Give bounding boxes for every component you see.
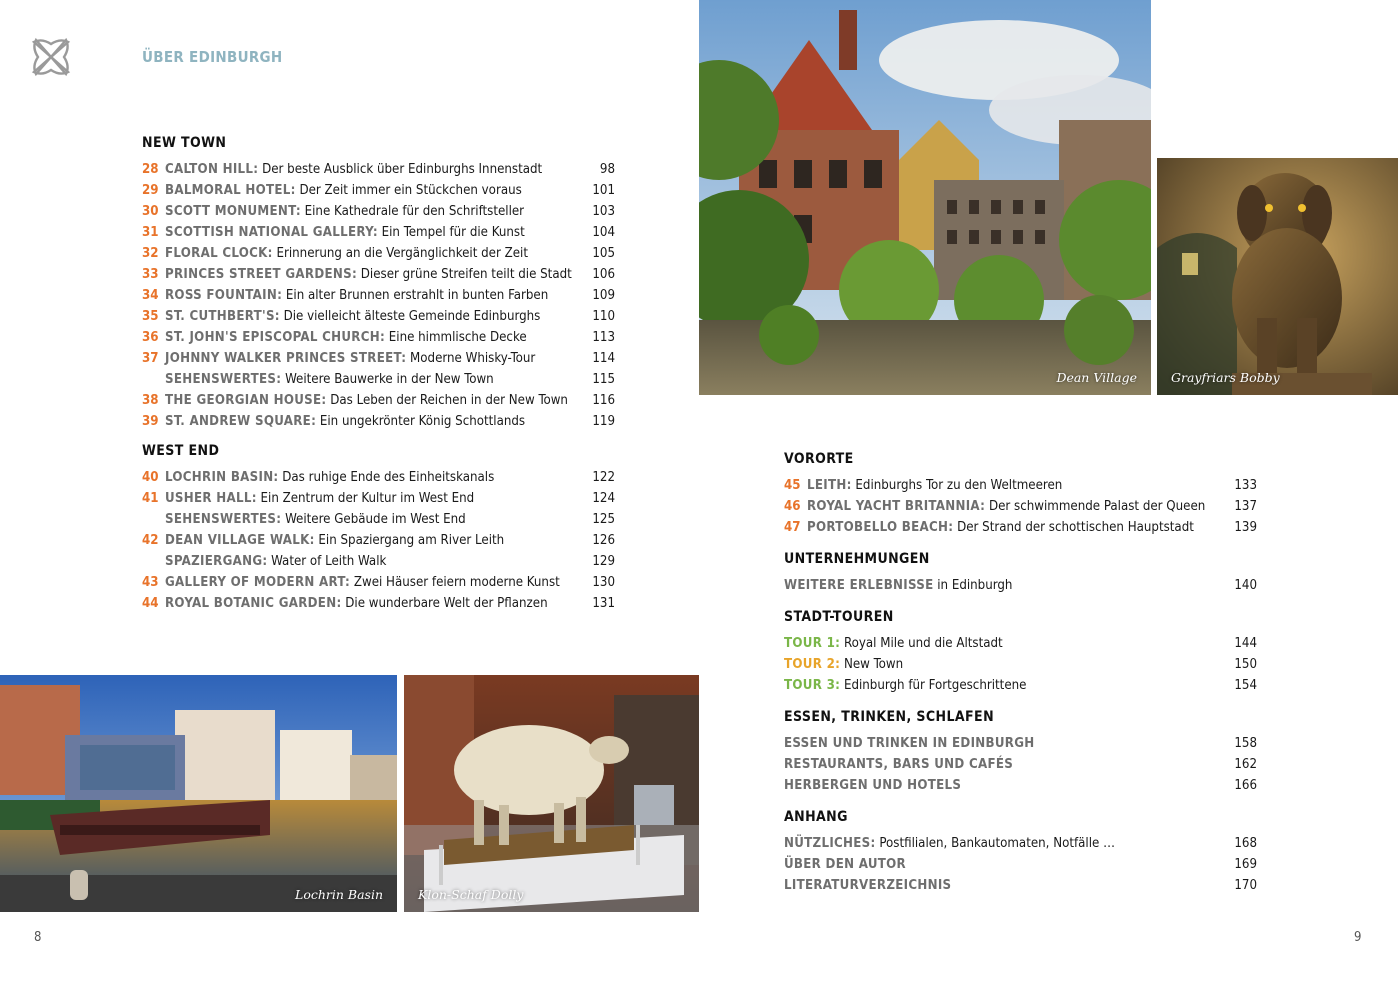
toc-entry-title [165, 411, 525, 432]
toc-entry-description: Water of Leith Walk [267, 554, 387, 569]
toc-entry [784, 633, 1257, 654]
toc-entry-description: Weitere Bauwerke in der New Town [281, 372, 494, 387]
toc-entry-description: Edinburgh für Fortgeschrittene [840, 678, 1027, 693]
toc-entry-keyword: USHER HALL: [165, 491, 257, 506]
toc-entry [784, 475, 1257, 496]
section-title: ÜBER EDINBURGH [142, 48, 283, 66]
toc-entry-title [165, 467, 494, 488]
toc-entry-keyword: PORTOBELLO BEACH: [807, 520, 954, 535]
caption-dolly: Klon-Schaf Dolly [418, 887, 524, 902]
toc-entry-number: 35 [142, 309, 159, 324]
toc-entry-page: 109 [592, 288, 615, 303]
toc-list-new-town [142, 159, 615, 432]
toc-heading-vororte: VORORTE [784, 451, 854, 467]
toc-entry-page: 122 [592, 470, 615, 485]
toc-entry [142, 509, 615, 530]
toc-entry-description: Ein Tempel für die Kunst [377, 225, 525, 240]
toc-heading-new-town: NEW TOWN [142, 135, 227, 151]
toc-entry-number: 46 [784, 499, 801, 514]
toc-entry-title [784, 833, 1115, 854]
toc-entry [142, 201, 615, 222]
toc-list-essen [784, 733, 1257, 796]
toc-entry-number: 40 [142, 470, 159, 485]
toc-entry-title [165, 530, 504, 551]
toc-entry [784, 775, 1257, 796]
toc-entry [142, 467, 615, 488]
toc-entry-description: Weitere Gebäude im West End [281, 512, 466, 527]
toc-entry-page: 98 [599, 162, 615, 177]
toc-entry-keyword: SCOTTISH NATIONAL GALLERY: [165, 225, 378, 240]
toc-entry-title [165, 593, 548, 614]
toc-entry-number: 30 [142, 204, 159, 219]
toc-entry-title [807, 517, 1194, 538]
toc-list-west-end [142, 467, 615, 614]
toc-entry-number: 29 [142, 183, 159, 198]
toc-entry-description: Edinburghs Tor zu den Weltmeeren [851, 478, 1063, 493]
toc-entry-description: Ein alter Brunnen erstrahlt in bunten Farben [282, 288, 549, 303]
toc-entry [784, 675, 1257, 696]
toc-entry-title [165, 222, 525, 243]
toc-entry-keyword: FLORAL CLOCK: [165, 246, 273, 261]
celtic-knot-logo-icon [30, 36, 72, 78]
toc-entry-title [807, 496, 1205, 517]
toc-entry-page: 170 [1234, 878, 1257, 893]
toc-heading-stadt-touren: STADT-TOUREN [784, 609, 894, 625]
toc-entry [142, 222, 615, 243]
toc-entry-keyword: TOUR 3: [784, 678, 841, 693]
toc-entry-description: Ein Zentrum der Kultur im West End [256, 491, 475, 506]
toc-entry [142, 488, 615, 509]
toc-entry-keyword: ST. CUTHBERT'S: [165, 309, 280, 324]
toc-entry-number: 31 [142, 225, 159, 240]
toc-entry-keyword: THE GEORGIAN HOUSE: [165, 393, 327, 408]
toc-entry-keyword: TOUR 2: [784, 657, 841, 672]
caption-dean-village: Dean Village [1056, 370, 1137, 385]
toc-entry-title [165, 369, 494, 390]
toc-entry-number: 45 [784, 478, 801, 493]
toc-entry [142, 530, 615, 551]
toc-entry-description: Dieser grüne Streifen teilt die Stadt [357, 267, 572, 282]
toc-entry-page: 154 [1234, 678, 1257, 693]
toc-entry-keyword: JOHNNY WALKER PRINCES STREET: [165, 351, 407, 366]
toc-entry [142, 327, 615, 348]
toc-entry [142, 180, 615, 201]
toc-list-vororte [784, 475, 1257, 538]
toc-entry-page: 125 [592, 512, 615, 527]
toc-entry [142, 593, 615, 614]
toc-entry-number: 44 [142, 596, 159, 611]
toc-entry-description: Eine Kathedrale für den Schriftsteller [300, 204, 525, 219]
toc-entry-page: 137 [1234, 499, 1257, 514]
toc-entry-page: 104 [592, 225, 615, 240]
toc-entry-page: 124 [592, 491, 615, 506]
toc-entry-title [165, 243, 528, 264]
toc-entry-keyword: WEITERE ERLEBNISSE [784, 578, 934, 593]
toc-entry [784, 496, 1257, 517]
toc-entry [142, 369, 615, 390]
toc-entry-keyword: SPAZIERGANG: [165, 554, 268, 569]
photo-lochrin-basin [0, 675, 397, 912]
toc-entry-keyword: BALMORAL HOTEL: [165, 183, 296, 198]
toc-entry [142, 306, 615, 327]
toc-entry-title [165, 572, 560, 593]
toc-entry [142, 572, 615, 593]
photo-dean-village [699, 0, 1151, 395]
toc-entry-keyword: ST. JOHN'S EPISCOPAL CHURCH: [165, 330, 386, 345]
toc-entry-description: Der Zeit immer ein Stückchen voraus [295, 183, 522, 198]
toc-left-column [142, 135, 615, 614]
toc-entry-description: in Edinburgh [933, 578, 1013, 593]
toc-entry [142, 264, 615, 285]
toc-entry-keyword: ST. ANDREW SQUARE: [165, 414, 317, 429]
toc-entry-title [784, 854, 906, 875]
toc-entry-keyword: ROYAL YACHT BRITANNIA: [807, 499, 986, 514]
toc-entry-description: Erinnerung an die Vergänglichkeit der Zeit [272, 246, 528, 261]
toc-entry-description: Das Leben der Reichen in der New Town [326, 393, 568, 408]
toc-entry [142, 243, 615, 264]
toc-entry-page: 115 [592, 372, 615, 387]
toc-entry [784, 575, 1257, 596]
toc-entry-description: Der beste Ausblick über Edinburghs Innenstadt [258, 162, 543, 177]
toc-entry-title [784, 754, 1013, 775]
toc-entry-keyword: ÜBER DEN AUTOR [784, 857, 906, 872]
toc-entry [784, 754, 1257, 775]
toc-entry-description: Ein ungekrönter König Schottlands [316, 414, 526, 429]
toc-heading-unternehmungen: UNTERNEHMUNGEN [784, 551, 930, 567]
toc-entry-title [784, 875, 951, 896]
toc-entry-keyword: ROSS FOUNTAIN: [165, 288, 283, 303]
toc-entry-number: 32 [142, 246, 159, 261]
toc-entry-title [165, 488, 474, 509]
toc-entry [142, 285, 615, 306]
toc-entry-keyword: LEITH: [807, 478, 852, 493]
toc-entry [784, 833, 1257, 854]
toc-entry-keyword: LOCHRIN BASIN: [165, 470, 279, 485]
toc-entry-page: 126 [592, 533, 615, 548]
toc-entry [784, 854, 1257, 875]
toc-list-unternehmungen [784, 575, 1257, 596]
toc-entry-title [784, 633, 1003, 654]
toc-entry-number: 39 [142, 414, 159, 429]
toc-heading-west-end: WEST END [142, 443, 220, 459]
page-number-right: 9 [1354, 930, 1362, 945]
toc-entry-description: Die wunderbare Welt der Pflanzen [341, 596, 548, 611]
toc-entry-title [165, 201, 524, 222]
toc-entry-page: 139 [1234, 520, 1257, 535]
toc-entry-title [165, 285, 548, 306]
toc-entry-description: Ein Spaziergang am River Leith [314, 533, 505, 548]
toc-entry-title [165, 509, 466, 530]
toc-list-anhang [784, 833, 1257, 896]
toc-entry-number: 34 [142, 288, 159, 303]
toc-entry [784, 517, 1257, 538]
toc-entry-page: 168 [1234, 836, 1257, 851]
toc-entry-page: 116 [592, 393, 615, 408]
toc-entry-page: 131 [592, 596, 615, 611]
toc-entry [784, 875, 1257, 896]
toc-entry-keyword: GALLERY OF MODERN ART: [165, 575, 351, 590]
toc-entry-number: 33 [142, 267, 159, 282]
toc-entry-keyword: NÜTZLICHES: [784, 836, 876, 851]
toc-entry [142, 159, 615, 180]
toc-entry-page: 103 [592, 204, 615, 219]
toc-entry [142, 551, 615, 572]
toc-entry-title [165, 327, 527, 348]
toc-entry-title [784, 675, 1026, 696]
toc-entry [142, 390, 615, 411]
toc-entry-keyword: LITERATURVERZEICHNIS [784, 878, 952, 893]
toc-entry-title [784, 733, 1034, 754]
toc-entry-title [165, 551, 386, 572]
toc-entry-title [165, 348, 535, 369]
toc-entry-page: 144 [1234, 636, 1257, 651]
photo-greyfriars-bobby [1157, 158, 1398, 395]
toc-entry-description: Das ruhige Ende des Einheitskanals [278, 470, 495, 485]
toc-entry-number: 36 [142, 330, 159, 345]
toc-entry [142, 348, 615, 369]
toc-entry-page: 101 [592, 183, 615, 198]
toc-entry-page: 133 [1234, 478, 1257, 493]
toc-entry-keyword: SEHENSWERTES: [165, 512, 282, 527]
toc-list-stadt-touren [784, 633, 1257, 696]
toc-entry-description: Postfilialen, Bankautomaten, Notfälle … [875, 836, 1115, 851]
page-number-left: 8 [34, 930, 42, 945]
toc-entry-number: 41 [142, 491, 159, 506]
toc-entry-number: 47 [784, 520, 801, 535]
toc-entry-description: Eine himmlische Decke [385, 330, 527, 345]
toc-entry-page: 105 [592, 246, 615, 261]
toc-entry-title [165, 264, 572, 285]
toc-entry-description: Moderne Whisky-Tour [406, 351, 536, 366]
toc-entry-keyword: DEAN VILLAGE WALK: [165, 533, 315, 548]
toc-entry-title [784, 654, 903, 675]
toc-entry-description: Der Strand der schottischen Hauptstadt [953, 520, 1194, 535]
toc-entry-keyword: ESSEN UND TRINKEN IN EDINBURGH [784, 736, 1035, 751]
toc-entry-keyword: ROYAL BOTANIC GARDEN: [165, 596, 342, 611]
toc-entry-page: 110 [592, 309, 615, 324]
toc-entry-page: 119 [592, 414, 615, 429]
toc-entry-page: 106 [592, 267, 615, 282]
toc-entry-page: 150 [1234, 657, 1257, 672]
toc-entry [142, 411, 615, 432]
toc-entry-page: 162 [1234, 757, 1257, 772]
toc-entry-number: 28 [142, 162, 159, 177]
toc-entry-number: 37 [142, 351, 159, 366]
toc-entry-title [784, 775, 961, 796]
toc-entry-page: 130 [592, 575, 615, 590]
toc-right-column [784, 451, 1257, 896]
toc-entry-page: 114 [592, 351, 615, 366]
toc-entry-title [165, 180, 522, 201]
toc-entry-title [784, 575, 1012, 596]
toc-entry-number: 43 [142, 575, 159, 590]
toc-entry-page: 113 [592, 330, 615, 345]
toc-entry-description: Royal Mile und die Altstadt [840, 636, 1003, 651]
toc-entry-keyword: TOUR 1: [784, 636, 841, 651]
toc-heading-essen: ESSEN, TRINKEN, SCHLAFEN [784, 709, 995, 725]
toc-entry-keyword: SCOTT MONUMENT: [165, 204, 301, 219]
toc-entry-title [165, 159, 542, 180]
toc-entry-title [165, 390, 568, 411]
toc-entry-title [165, 306, 540, 327]
toc-entry-page: 129 [592, 554, 615, 569]
toc-entry-number: 38 [142, 393, 159, 408]
toc-entry-page: 169 [1234, 857, 1257, 872]
toc-entry-keyword: CALTON HILL: [165, 162, 259, 177]
toc-entry-keyword: HERBERGEN UND HOTELS [784, 778, 962, 793]
toc-entry-keyword: SEHENSWERTES: [165, 372, 282, 387]
toc-entry-keyword: PRINCES STREET GARDENS: [165, 267, 358, 282]
toc-entry-description: Die vielleicht älteste Gemeinde Edinburghs [279, 309, 541, 324]
toc-entry [784, 733, 1257, 754]
caption-lochrin-basin: Lochrin Basin [295, 887, 383, 902]
toc-entry-page: 158 [1234, 736, 1257, 751]
toc-entry-keyword: RESTAURANTS, BARS UND CAFÉS [784, 757, 1014, 772]
toc-entry-description: Zwei Häuser feiern moderne Kunst [350, 575, 560, 590]
caption-greyfriars-bobby: Grayfriars Bobby [1171, 370, 1280, 385]
toc-entry-page: 166 [1234, 778, 1257, 793]
toc-entry [784, 654, 1257, 675]
toc-entry-description: Der schwimmende Palast der Queen [985, 499, 1206, 514]
toc-entry-title [807, 475, 1062, 496]
toc-entry-description: New Town [840, 657, 904, 672]
photo-dolly-sheep [404, 675, 699, 912]
toc-entry-number: 42 [142, 533, 159, 548]
toc-entry-page: 140 [1234, 578, 1257, 593]
toc-heading-anhang: ANHANG [784, 809, 848, 825]
